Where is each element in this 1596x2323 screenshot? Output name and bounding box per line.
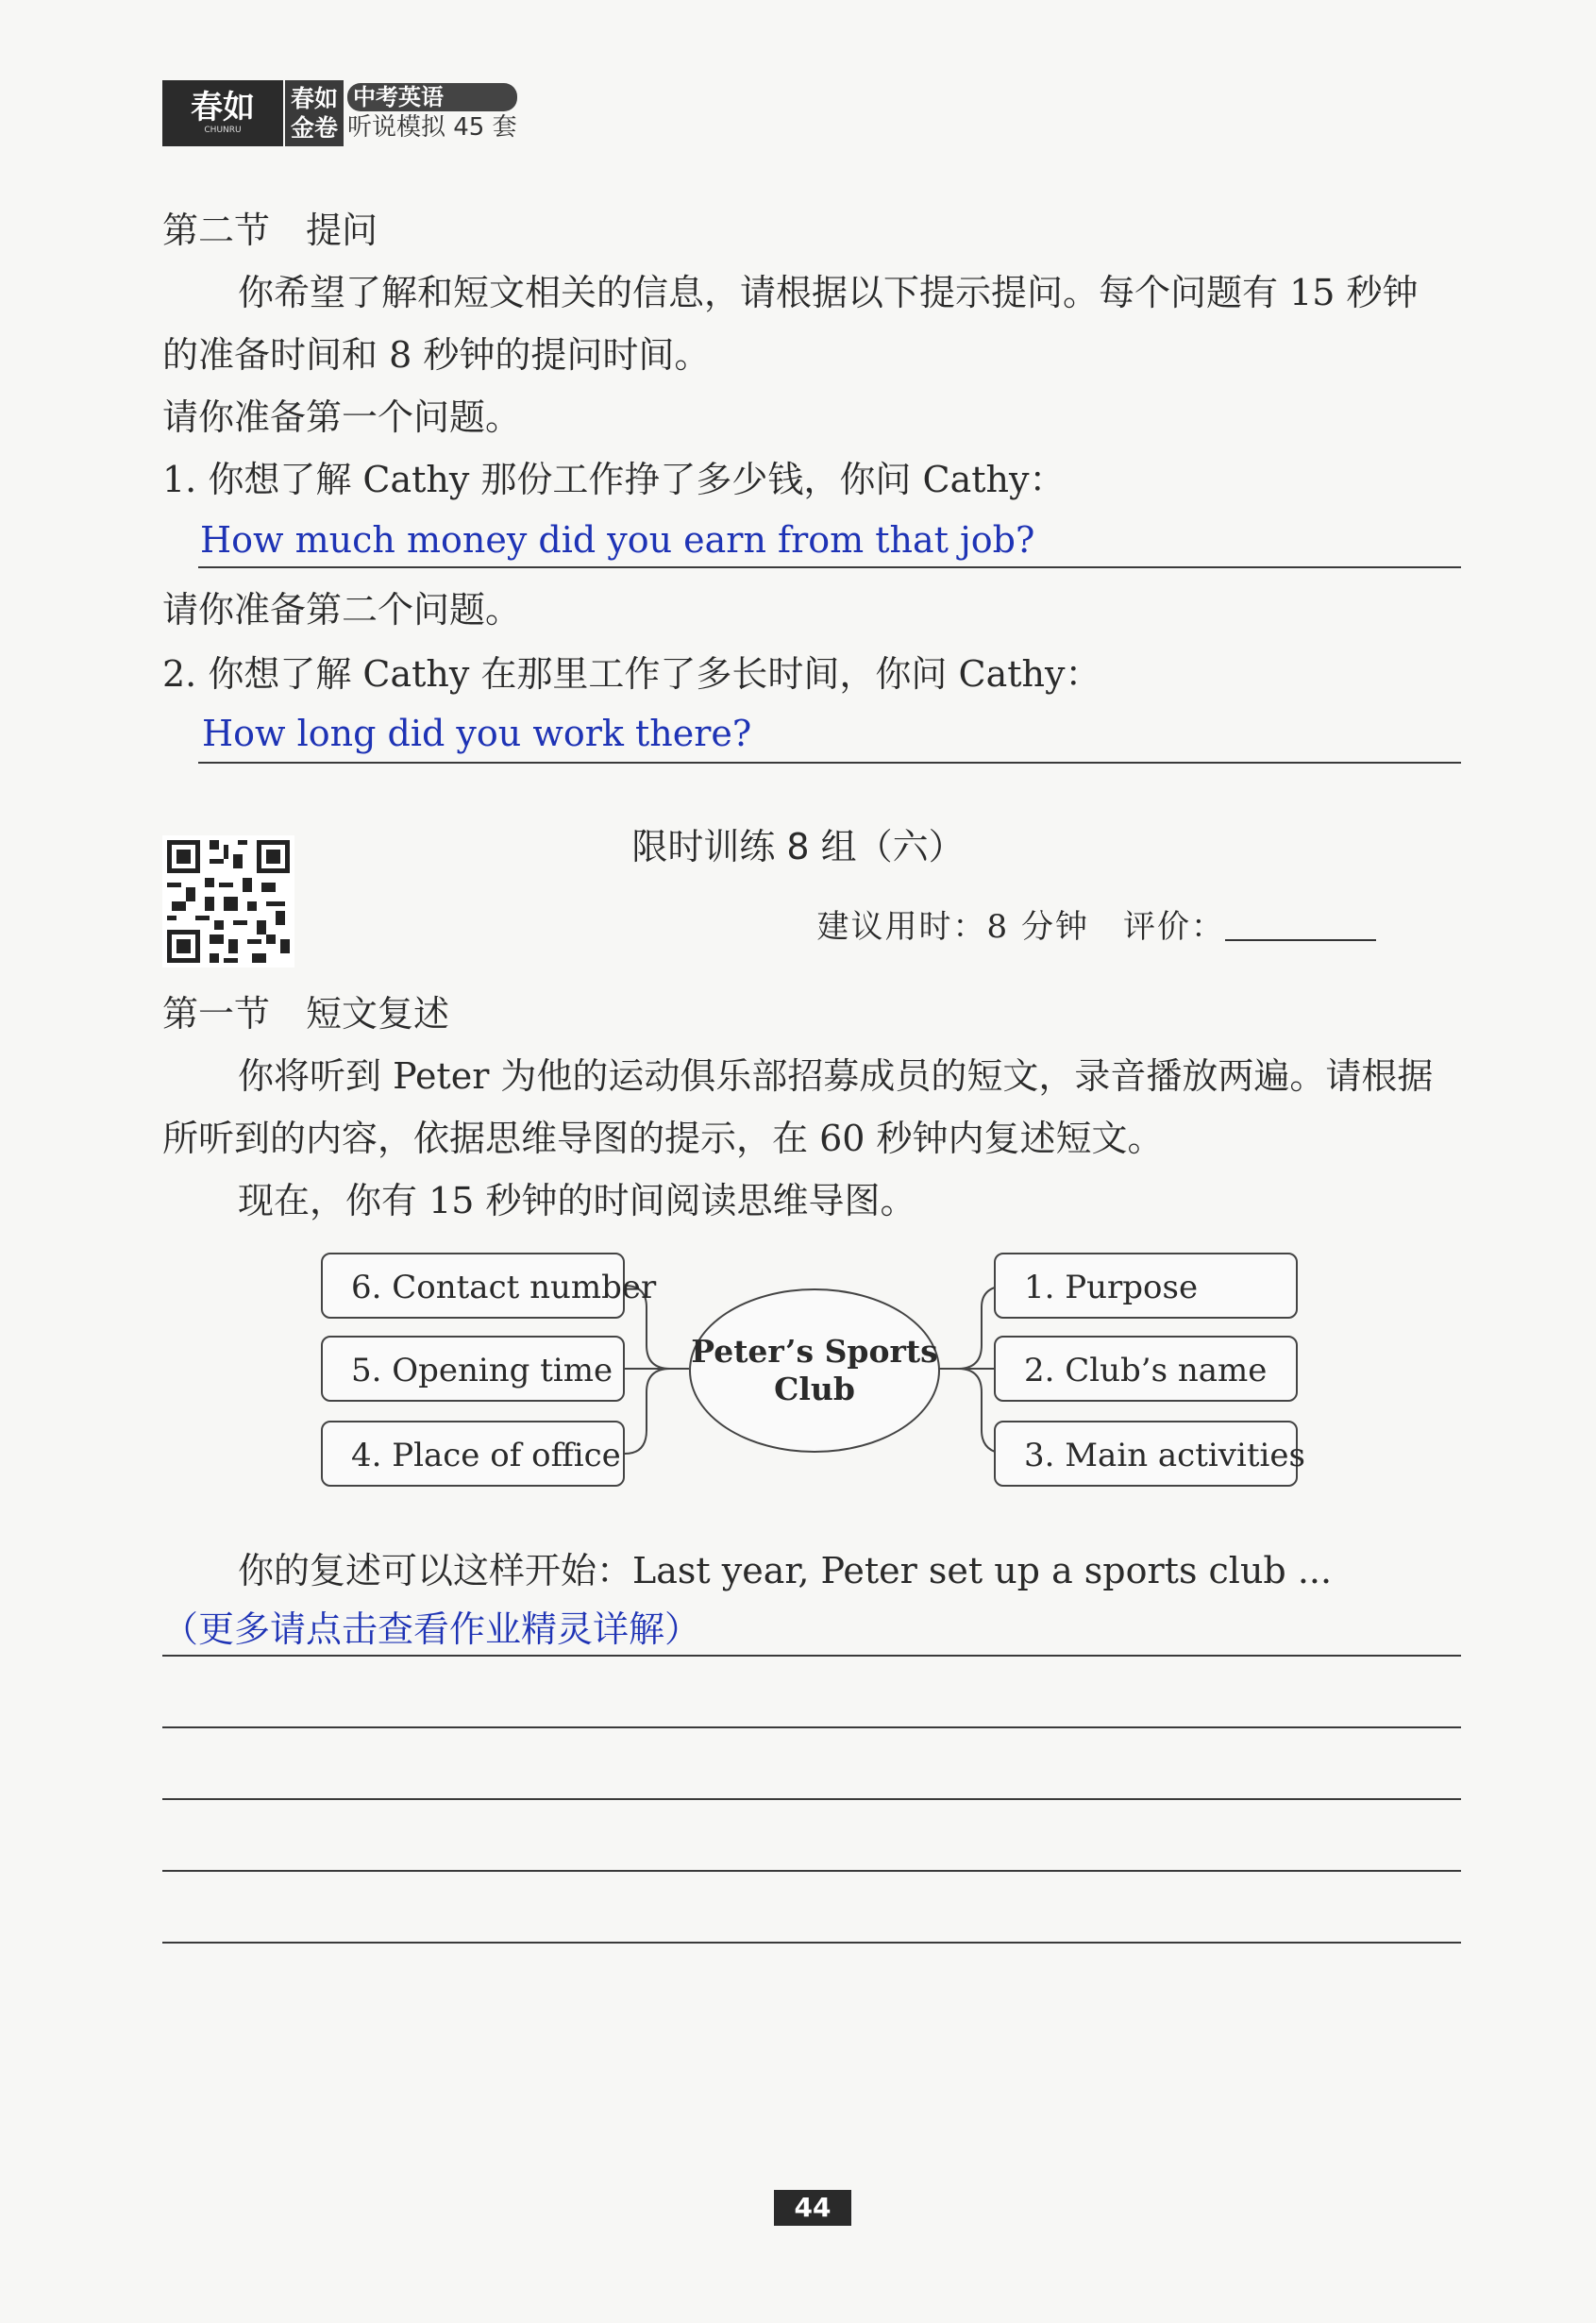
answer-line xyxy=(198,762,1461,764)
more-details-link[interactable]: （更多请点击查看作业精灵详解） xyxy=(162,1608,701,1650)
start-hint: 你的复述可以这样开始：Last year, Peter set up a sports club ... xyxy=(238,1550,1333,1591)
brand-block xyxy=(285,80,344,146)
mind-map-center xyxy=(689,1288,940,1453)
logo-subtext: CHUNRU xyxy=(204,126,242,135)
writing-line xyxy=(162,1942,1461,1944)
writing-line xyxy=(162,1870,1461,1872)
prep-note: 请你准备第二个问题。 xyxy=(162,589,522,631)
mind-map-node-opening-time: 5. Opening time xyxy=(321,1336,625,1402)
answer-line xyxy=(198,566,1461,568)
instruction-text: 所听到的内容，依据思维导图的提示，在 60 秒钟内复述短文。 xyxy=(162,1118,1164,1159)
instruction-text: 你将听到 Peter 为他的运动俱乐部招募成员的短文，录音播放两遍。请根据 xyxy=(238,1055,1434,1097)
brand-line-2: 金卷 xyxy=(290,114,338,142)
section-title-retell: 第一节 短文复述 xyxy=(162,993,450,1035)
writing-line xyxy=(162,1655,1461,1657)
prep-note: 请你准备第一个问题。 xyxy=(162,396,522,438)
question-prompt: 2. 你想了解 Cathy 在那里工作了多长时间，你问 Cathy： xyxy=(162,653,1101,695)
series-block xyxy=(347,80,517,146)
center-line-2: Club xyxy=(774,1371,855,1407)
mind-map-node-contact-number: 6. Contact number xyxy=(321,1253,625,1319)
mind-map-node-place-of-office: 4. Place of office xyxy=(321,1421,625,1487)
logo-mark: 春如 xyxy=(191,89,255,126)
mind-map xyxy=(321,1237,1312,1520)
book-header xyxy=(162,80,517,146)
mind-map-node-purpose: 1. Purpose xyxy=(994,1253,1298,1319)
time-label: 建议用时：8 分钟 评价： xyxy=(816,908,1225,946)
time-evaluation xyxy=(817,906,1376,948)
center-line-1: Peter’s Sports xyxy=(691,1333,938,1370)
instruction-text: 你希望了解和短文相关的信息，请根据以下提示提问。每个问题有 15 秒钟 xyxy=(238,272,1419,313)
writing-line xyxy=(162,1798,1461,1800)
answer-text: How much money did you earn from that job? xyxy=(200,519,1035,561)
writing-line xyxy=(162,1726,1461,1728)
answer-text: How long did you work there? xyxy=(202,713,752,754)
question-prompt: 1. 你想了解 Cathy 那份工作挣了多少钱，你问 Cathy： xyxy=(162,459,1066,500)
page-number: 44 xyxy=(774,2190,851,2226)
drill-title: 限时训练 8 组（六） xyxy=(631,826,965,867)
mind-map-node-main-activities: 3. Main activities xyxy=(994,1421,1298,1487)
mind-map-node-club-name: 2. Club’s name xyxy=(994,1336,1298,1402)
brand-line-1: 春如 xyxy=(290,85,338,112)
series-subject: 中考英语 xyxy=(347,83,517,111)
evaluation-blank[interactable] xyxy=(1225,911,1376,941)
publisher-logo xyxy=(162,80,283,146)
reading-note: 现在，你有 15 秒钟的时间阅读思维导图。 xyxy=(238,1180,916,1221)
series-name: 听说模拟 45 套 xyxy=(347,113,517,142)
section-title-questions: 第二节 提问 xyxy=(162,210,378,251)
instruction-text: 的准备时间和 8 秒钟的提问时间。 xyxy=(162,334,711,376)
